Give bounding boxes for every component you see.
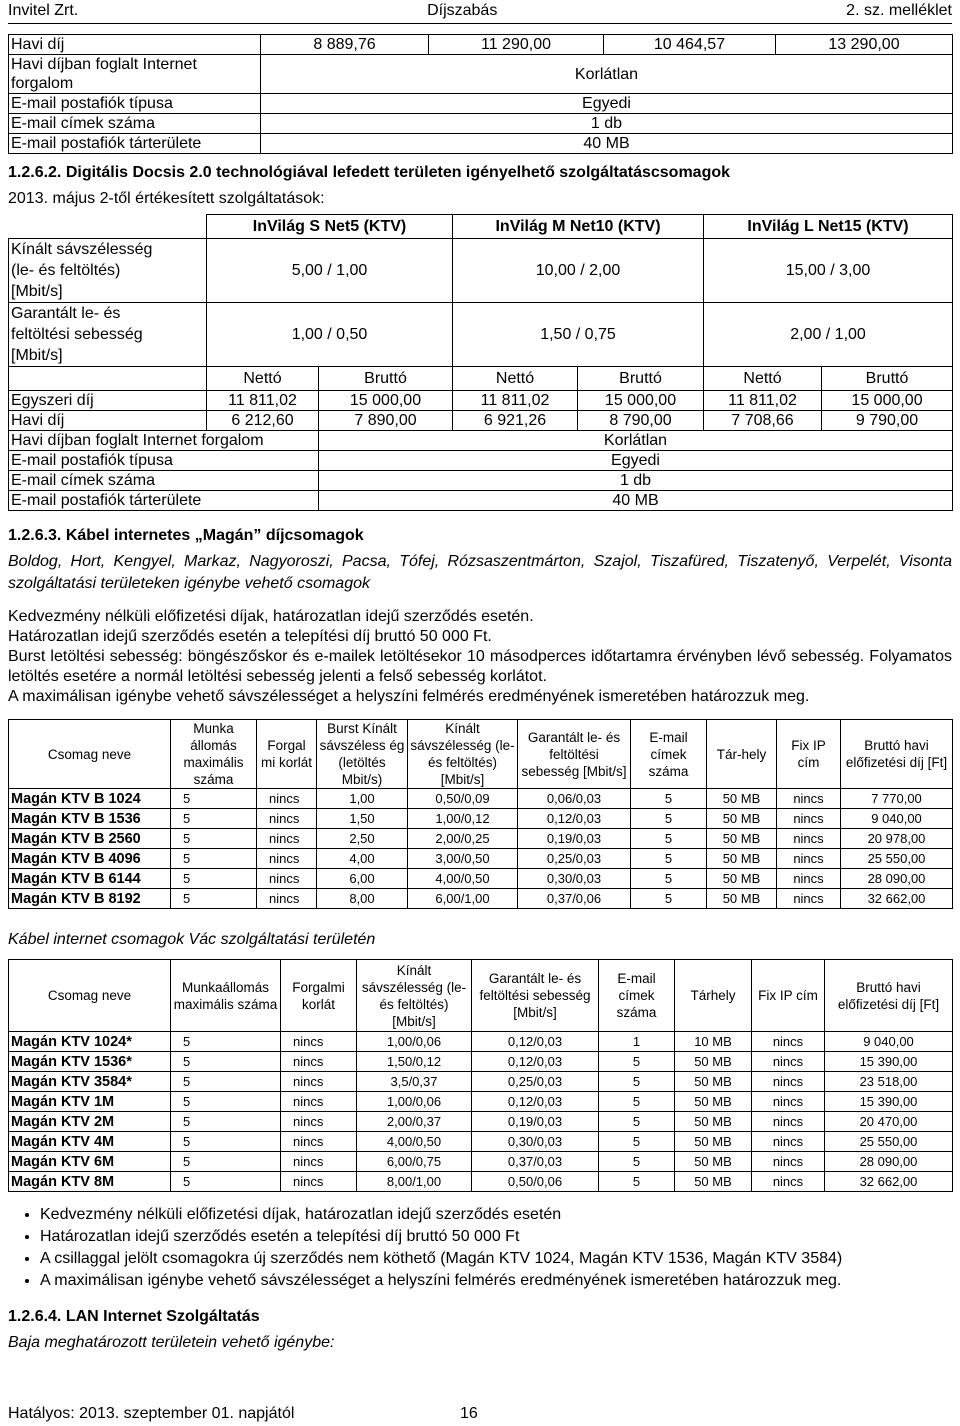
package-name: Magán KTV 1M: [9, 1092, 171, 1112]
havi-dij-value: 13 290,00: [776, 35, 953, 55]
fee-value: 8 790,00: [578, 411, 704, 431]
table-cell: 6,00: [317, 869, 408, 889]
table-cell: 4,00/0,50: [357, 1132, 472, 1152]
row-value: 40 MB: [261, 134, 953, 154]
table-cell: 32 662,00: [825, 1172, 953, 1192]
vac-title: Kábel internet csomagok Vác szolgáltatási területén: [8, 931, 376, 948]
table-row: [9, 1112, 953, 1132]
table-cell: 6,00/1,00: [408, 889, 518, 909]
col-header: Bruttó havi előfizetési díj [Ft]: [825, 960, 953, 1032]
table-cell: nincs: [752, 1092, 825, 1112]
row-value: 1 db: [319, 471, 953, 491]
table-cell: nincs: [281, 1032, 357, 1052]
col-header: Garantált le- és feltöltési sebesség [Mbit/s]: [518, 720, 631, 789]
net-header: Nettó: [704, 367, 822, 391]
row-label: E-mail postafiók tárterülete: [9, 134, 261, 154]
havi-dij-label: Havi díj: [9, 35, 261, 55]
col-header: Munka állomás maximális száma: [171, 720, 257, 789]
package-name: Magán KTV 1024*: [9, 1032, 171, 1052]
guaranteed-value: 1,00 / 0,50: [207, 303, 453, 367]
table-cell: nincs: [257, 889, 317, 909]
gross-header: Bruttó: [319, 367, 453, 391]
table-cell: nincs: [752, 1032, 825, 1052]
table-row: [9, 1092, 953, 1112]
gross-header: Bruttó: [578, 367, 704, 391]
egyszeri-dij-label: Egyszeri díj: [9, 391, 207, 411]
table-cell: nincs: [777, 869, 841, 889]
table-cell: 2,00/0,37: [357, 1112, 472, 1132]
table-row: [9, 829, 953, 849]
table-cell: nincs: [777, 809, 841, 829]
table-cell: 8,00/1,00: [357, 1172, 472, 1192]
table-cell: 32 662,00: [841, 889, 953, 909]
table-cell: 5: [599, 1052, 675, 1072]
table-cell: 5: [631, 849, 707, 869]
empty-corner: [9, 215, 207, 239]
label-line: [Mbit/s]: [11, 347, 63, 364]
bullet-item: • Kedvezmény nélküli előfizetési díjak, határozatlan idejű szerződés esetén: [40, 1204, 952, 1226]
package-name: Magán KTV B 4096: [9, 849, 171, 869]
row-value: Korlátlan: [261, 55, 953, 94]
table-cell: nincs: [281, 1172, 357, 1192]
service-areas: Boldog, Hort, Kengyel, Markaz, Nagyoroszi, Pacsa, Tófej, Rózsaszentmárton, Szajol, Tiszafüred, Tiszatenyő, Verpelét, Visonta szolgáltatási területeken igénybe vehető csomagok: [8, 553, 952, 592]
table-row: [9, 1172, 953, 1192]
table-cell: 5: [171, 849, 257, 869]
fee-value: 11 811,02: [453, 391, 578, 411]
row-value: Egyedi: [261, 94, 953, 114]
row-value: Egyedi: [319, 451, 953, 471]
package-name: Magán KTV 4M: [9, 1132, 171, 1152]
label-line: Garantált le- és: [11, 305, 121, 322]
row-label: E-mail címek száma: [9, 471, 319, 491]
net-header: Nettó: [207, 367, 319, 391]
page-header: [8, 0, 952, 24]
label-line: Kínált sávszélesség: [11, 241, 153, 258]
note-4: A maximálisan igénybe vehető sávszélességet a helyszíni felmérés eredményének ismeretében határozzuk meg.: [8, 688, 810, 705]
table-cell: 5: [171, 1052, 281, 1072]
table-cell: 5: [631, 809, 707, 829]
fee-value: 15 000,00: [319, 391, 453, 411]
row-value: 1 db: [261, 114, 953, 134]
package-name: Magán KTV 6M: [9, 1152, 171, 1172]
footer-valid: Hatályos: 2013. szeptember 01. napjától: [8, 1405, 295, 1422]
table-cell: 0,19/0,03: [518, 829, 631, 849]
row-value: 40 MB: [319, 491, 953, 511]
table-cell: 0,19/0,03: [472, 1112, 599, 1132]
package-name: Magán KTV B 8192: [9, 889, 171, 909]
col-header: Forgal mi korlát: [257, 720, 317, 789]
table-cell: nincs: [257, 849, 317, 869]
gross-header: Bruttó: [822, 367, 953, 391]
fee-value: 11 811,02: [207, 391, 319, 411]
footer-page-number: 16: [460, 1405, 478, 1422]
table-cell: nincs: [777, 789, 841, 809]
col-header: Forgalmi korlát: [281, 960, 357, 1032]
vac-package-table: [8, 959, 953, 1192]
table-cell: 25 550,00: [841, 849, 953, 869]
col-header: Bruttó havi előfizetési díj [Ft]: [841, 720, 953, 789]
table-cell: 1,00/0,06: [357, 1032, 472, 1052]
table-row: [9, 1152, 953, 1172]
section-heading-1262: 1.2.6.2. Digitális Docsis 2.0 technológiával lefedett területen igényelhető szolgáltatáscsomagok: [8, 164, 731, 181]
table-cell: 0,12/0,03: [472, 1052, 599, 1072]
table-cell: nincs: [777, 849, 841, 869]
table-cell: 0,12/0,03: [472, 1032, 599, 1052]
table-cell: nincs: [752, 1152, 825, 1172]
table-row: [9, 809, 953, 829]
table-cell: 20 470,00: [825, 1112, 953, 1132]
header-company: Invitel Zrt.: [8, 2, 79, 19]
row-label: E-mail postafiók típusa: [9, 451, 319, 471]
table-cell: 5: [631, 789, 707, 809]
table-row: [9, 849, 953, 869]
fee-value: 15 000,00: [578, 391, 704, 411]
table-row: [9, 1052, 953, 1072]
table-cell: 2,00/0,25: [408, 829, 518, 849]
table-cell: 0,06/0,03: [518, 789, 631, 809]
table-cell: 5: [599, 1132, 675, 1152]
bandwidth-value: 10,00 / 2,00: [453, 239, 704, 303]
note-2: Határozatlan idejű szerződés esetén a telepítési díj bruttó 50 000 Ft.: [8, 628, 492, 645]
table-cell: 0,30/0,03: [472, 1132, 599, 1152]
table-cell: 50 MB: [707, 869, 777, 889]
previous-package-table: [8, 34, 953, 154]
row-label: Havi díjban foglalt Internet forgalom: [9, 431, 319, 451]
table-cell: 15 390,00: [825, 1092, 953, 1112]
note-1: Kedvezmény nélküli előfizetési díjak, határozatlan idejű szerződés esetén.: [8, 608, 534, 625]
col-header: Tárhely: [675, 960, 752, 1032]
col-header: Garantált le- és feltöltési sebesség [Mbit/s]: [472, 960, 599, 1032]
fee-value: 6 212,60: [207, 411, 319, 431]
col-header: Burst Kínált sávszéless ég (letöltés Mbit/s): [317, 720, 408, 789]
product-name: InVilág S Net5 (KTV): [207, 215, 453, 239]
bandwidth-value: 5,00 / 1,00: [207, 239, 453, 303]
table-cell: nincs: [752, 1172, 825, 1192]
label-line: (le- és feltöltés): [11, 262, 121, 279]
table-cell: nincs: [752, 1052, 825, 1072]
table-cell: 3,5/0,37: [357, 1072, 472, 1092]
table-cell: 50 MB: [675, 1112, 752, 1132]
table-cell: 5: [171, 869, 257, 889]
table-cell: 25 550,00: [825, 1132, 953, 1152]
havi-dij-value: 10 464,57: [604, 35, 776, 55]
package-name: Magán KTV 1536*: [9, 1052, 171, 1072]
table-cell: 5: [171, 1092, 281, 1112]
table-cell: 1,00/0,12: [408, 809, 518, 829]
table-cell: 1,50/0,12: [357, 1052, 472, 1072]
fee-value: 15 000,00: [822, 391, 953, 411]
section-heading-1264: 1.2.6.4. LAN Internet Szolgáltatás: [8, 1308, 260, 1325]
table-cell: 0,12/0,03: [518, 809, 631, 829]
table-cell: 5: [171, 1132, 281, 1152]
product-name: InVilág L Net15 (KTV): [704, 215, 953, 239]
table-cell: 50 MB: [707, 809, 777, 829]
table-cell: 5: [631, 889, 707, 909]
havi-dij-value: 8 889,76: [261, 35, 429, 55]
bullet-item: • A maximálisan igénybe vehető sávszélességet a helyszíni felmérés eredményének ismeretében határozzuk meg.: [40, 1270, 952, 1292]
table-cell: 0,30/0,03: [518, 869, 631, 889]
table-cell: 50 MB: [707, 849, 777, 869]
col-header: Kínált sávszélesség (le- és feltöltés) [Mbit/s]: [408, 720, 518, 789]
table-cell: 9 040,00: [825, 1032, 953, 1052]
magan-ktv-b-table: [8, 719, 953, 909]
fee-value: 6 921,26: [453, 411, 578, 431]
table-row: [9, 1132, 953, 1152]
table-cell: 5: [171, 1032, 281, 1052]
table-cell: nincs: [281, 1112, 357, 1132]
table-cell: 4,00/0,50: [408, 869, 518, 889]
table-cell: 5: [171, 829, 257, 849]
guaranteed-value: 2,00 / 1,00: [704, 303, 953, 367]
row-value: Korlátlan: [319, 431, 953, 451]
table-cell: 5: [171, 809, 257, 829]
table-cell: 50 MB: [675, 1092, 752, 1112]
table-cell: 3,00/0,50: [408, 849, 518, 869]
vac-rows: [9, 1032, 953, 1192]
table-cell: 5: [171, 1072, 281, 1092]
table-cell: nincs: [281, 1052, 357, 1072]
table-cell: 0,50/0,09: [408, 789, 518, 809]
table-cell: nincs: [281, 1132, 357, 1152]
table-cell: nincs: [777, 829, 841, 849]
table-cell: 5: [171, 889, 257, 909]
bullet-item: • A csillaggal jelölt csomagokra új szerződés nem köthető (Magán KTV 1024, Magán KTV 1536, Magán KTV 3584): [40, 1248, 952, 1270]
magan-ktv-b-rows: [9, 789, 953, 909]
table-cell: 0,25/0,03: [518, 849, 631, 869]
fee-value: 9 790,00: [822, 411, 953, 431]
empty-cell: [9, 367, 207, 391]
table-cell: 50 MB: [675, 1052, 752, 1072]
guaranteed-value: 1,50 / 0,75: [453, 303, 704, 367]
header-title: Díjszabás: [427, 2, 498, 19]
table-row: [9, 789, 953, 809]
package-name: Magán KTV B 1536: [9, 809, 171, 829]
table-cell: 5: [171, 1152, 281, 1172]
col-header: Tár-hely: [707, 720, 777, 789]
row-label: E-mail postafiók típusa: [9, 94, 261, 114]
header-appendix: 2. sz. melléklet: [846, 2, 952, 19]
lan-subtitle: Baja meghatározott területein vehető igénybe:: [8, 1334, 335, 1351]
table-cell: 23 518,00: [825, 1072, 953, 1092]
table-cell: nincs: [281, 1152, 357, 1172]
table-cell: 50 MB: [675, 1132, 752, 1152]
table-cell: 5: [599, 1152, 675, 1172]
col-header: Fix IP cím: [777, 720, 841, 789]
table-cell: 5: [171, 789, 257, 809]
table-cell: 0,37/0,06: [518, 889, 631, 909]
table-cell: 0,50/0,06: [472, 1172, 599, 1192]
table-cell: 28 090,00: [841, 869, 953, 889]
package-name: Magán KTV B 1024: [9, 789, 171, 809]
table-cell: 5: [171, 1112, 281, 1132]
label-line: feltöltési sebesség: [11, 326, 143, 343]
table-row: [9, 1072, 953, 1092]
table-cell: nincs: [752, 1132, 825, 1152]
table-cell: 4,00: [317, 849, 408, 869]
bandwidth-value: 15,00 / 3,00: [704, 239, 953, 303]
table-cell: nincs: [257, 869, 317, 889]
havi-dij-value: 11 290,00: [429, 35, 604, 55]
col-header: Csomag neve: [9, 720, 171, 789]
table-cell: 50 MB: [675, 1172, 752, 1192]
table-cell: 0,25/0,03: [472, 1072, 599, 1092]
label-line: [Mbit/s]: [11, 283, 63, 300]
package-name: Magán KTV B 6144: [9, 869, 171, 889]
docsis-package-table: [8, 214, 953, 511]
table-cell: 50 MB: [707, 789, 777, 809]
package-name: Magán KTV 8M: [9, 1172, 171, 1192]
package-name: Magán KTV 3584*: [9, 1072, 171, 1092]
table-cell: 1,00: [317, 789, 408, 809]
table-cell: 50 MB: [675, 1152, 752, 1172]
col-header: Kínált sávszélesség (le- és feltöltés) [Mbit/s]: [357, 960, 472, 1032]
table-cell: nincs: [257, 809, 317, 829]
fee-value: 11 811,02: [704, 391, 822, 411]
col-header: E-mail címek száma: [631, 720, 707, 789]
col-header: Munkaállomás maximális száma: [171, 960, 281, 1032]
guaranteed-label: [9, 303, 207, 367]
product-name: InVilág M Net10 (KTV): [453, 215, 704, 239]
fee-value: 7 708,66: [704, 411, 822, 431]
package-name: Magán KTV 2M: [9, 1112, 171, 1132]
col-header: Fix IP cím: [752, 960, 825, 1032]
table-cell: nincs: [257, 829, 317, 849]
table-cell: 1,00/0,06: [357, 1092, 472, 1112]
fee-value: 7 890,00: [319, 411, 453, 431]
bullet-list: [8, 1204, 952, 1292]
table-cell: nincs: [281, 1092, 357, 1112]
table-cell: 0,12/0,03: [472, 1092, 599, 1112]
table-row: [9, 889, 953, 909]
table-cell: 50 MB: [675, 1072, 752, 1092]
table-cell: 5: [599, 1172, 675, 1192]
table-cell: 5: [599, 1092, 675, 1112]
table-cell: 2,50: [317, 829, 408, 849]
table-cell: 5: [631, 829, 707, 849]
table-cell: 5: [631, 869, 707, 889]
table-cell: 5: [599, 1072, 675, 1092]
table-cell: 9 040,00: [841, 809, 953, 829]
table-cell: nincs: [752, 1112, 825, 1132]
note-3: Burst letöltési sebesség: böngészőskor és e-mailek letöltésekor 10 másodperces időtartamra érvényben lévő sebesség. Folyamatos letöltés esetére a normál letöltési sebesség jelenti a felső sebesség korlátot.: [8, 648, 952, 685]
bullet-item: • Határozatlan idejű szerződés esetén a telepítési díj bruttó 50 000 Ft: [40, 1226, 952, 1248]
row-label: E-mail postafiók tárterülete: [9, 491, 319, 511]
table-cell: 5: [171, 1172, 281, 1192]
bandwidth-label: [9, 239, 207, 303]
table-cell: 15 390,00: [825, 1052, 953, 1072]
net-header: Nettó: [453, 367, 578, 391]
table-cell: 0,37/0,03: [472, 1152, 599, 1172]
table-cell: 10 MB: [675, 1032, 752, 1052]
table-cell: 28 090,00: [825, 1152, 953, 1172]
table-cell: 7 770,00: [841, 789, 953, 809]
table-row: [9, 869, 953, 889]
document-page: [8, 0, 952, 1422]
col-header: E-mail címek száma: [599, 960, 675, 1032]
table-cell: nincs: [752, 1072, 825, 1092]
table-cell: 50 MB: [707, 889, 777, 909]
section-heading-1263: 1.2.6.3. Kábel internetes „Magán” díjcsomagok: [8, 527, 364, 544]
table-cell: nincs: [281, 1072, 357, 1092]
package-name: Magán KTV B 2560: [9, 829, 171, 849]
col-header: Csomag neve: [9, 960, 171, 1032]
row-label: Havi díjban foglalt Internet forgalom: [9, 55, 261, 94]
havi-dij-label: Havi díj: [9, 411, 207, 431]
table-cell: 5: [599, 1112, 675, 1132]
table-cell: 8,00: [317, 889, 408, 909]
row-label: E-mail címek száma: [9, 114, 261, 134]
table-cell: 50 MB: [707, 829, 777, 849]
table-cell: 20 978,00: [841, 829, 953, 849]
table-cell: nincs: [777, 889, 841, 909]
page-footer: [8, 1404, 952, 1424]
table-cell: 1,50: [317, 809, 408, 829]
table-cell: 6,00/0,75: [357, 1152, 472, 1172]
table-cell: 1: [599, 1032, 675, 1052]
table-row: [9, 1032, 953, 1052]
table-cell: nincs: [257, 789, 317, 809]
section-intro: 2013. május 2-től értékesített szolgáltatások:: [8, 190, 325, 207]
